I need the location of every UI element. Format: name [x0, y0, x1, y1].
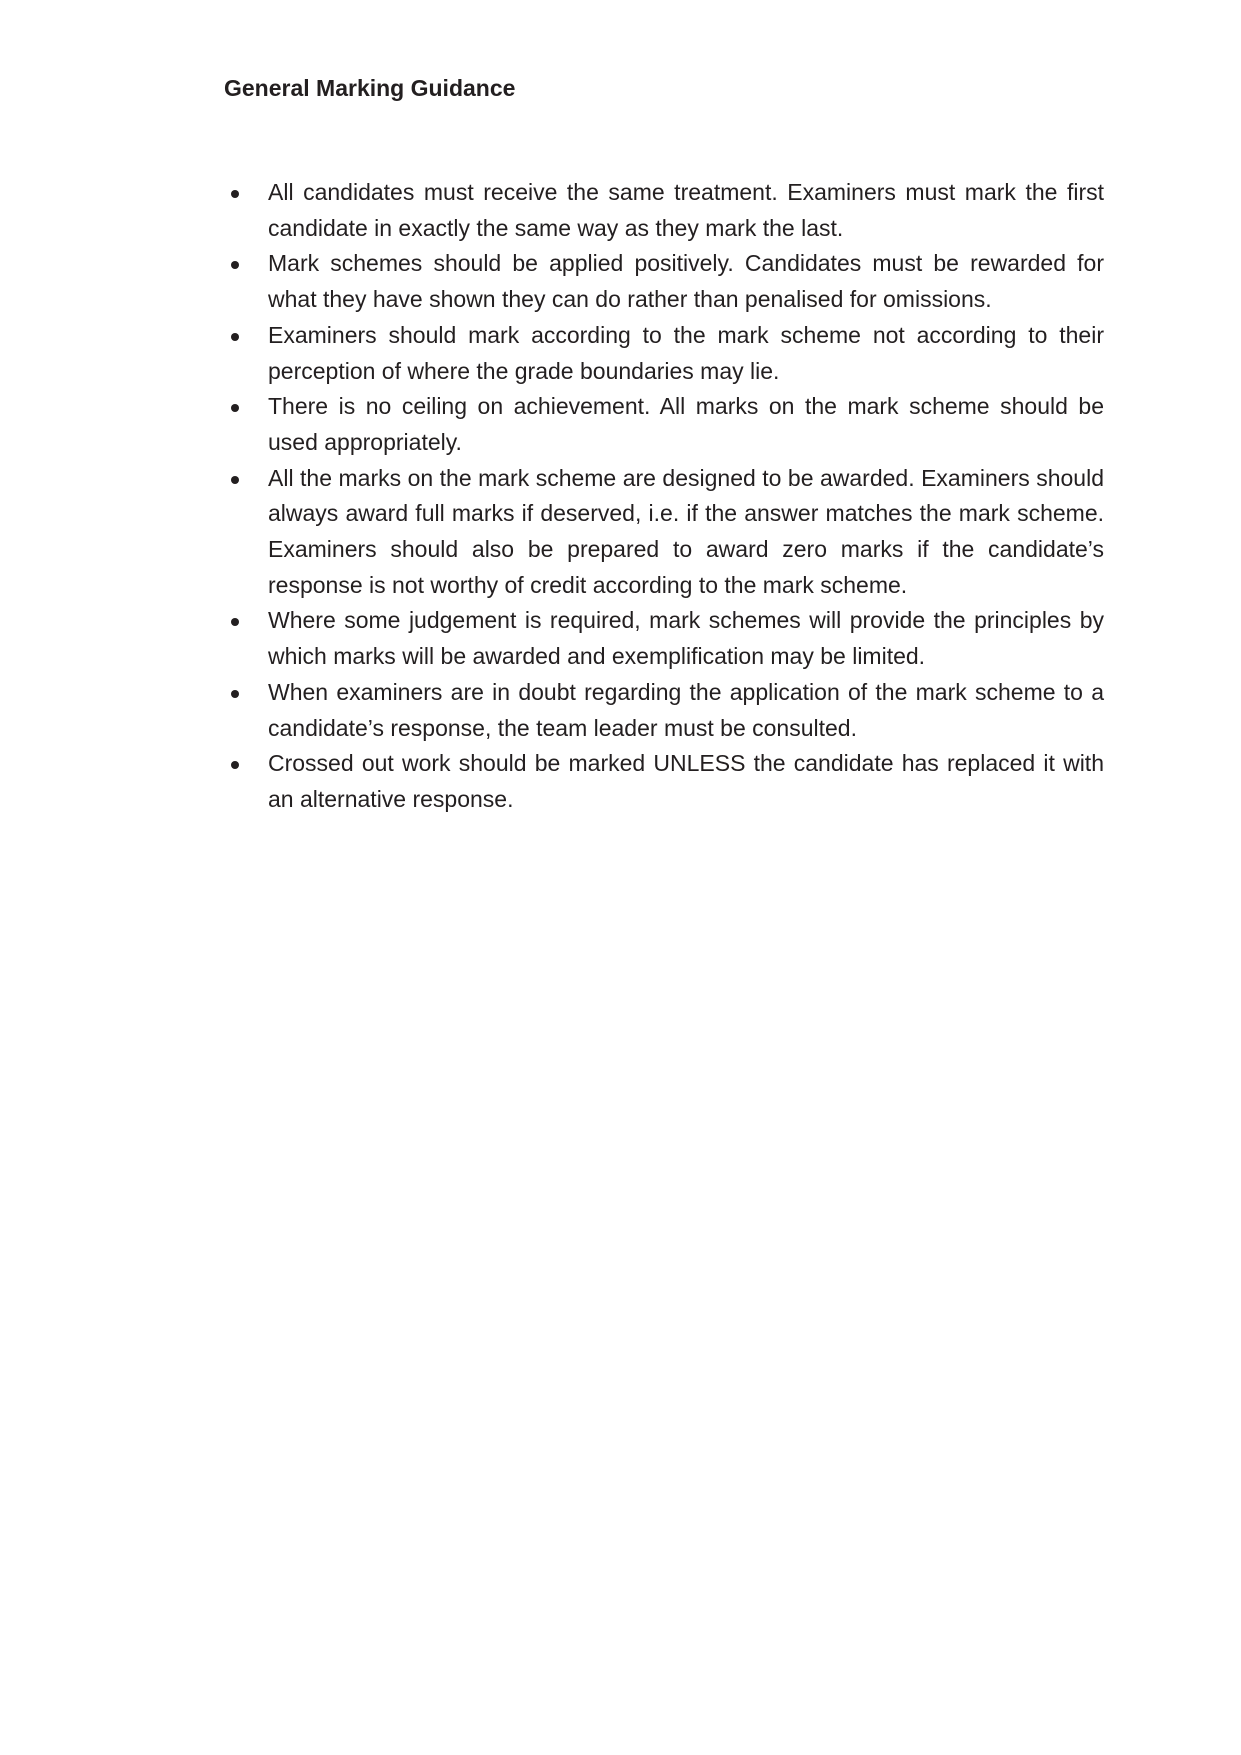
list-item: [224, 389, 1104, 460]
list-item-text: When examiners are in doubt regarding the application of the mark scheme to a candidate’s response, the team leader must be consulted.: [268, 678, 1104, 741]
bullet-icon: [231, 618, 239, 626]
list-item: [224, 746, 1104, 817]
list-item-text: Crossed out work should be marked UNLESS the candidate has replaced it with an alternative response.: [268, 750, 1104, 812]
page-heading: General Marking Guidance: [224, 75, 516, 101]
list-item-text: There is no ceiling on achievement. All marks on the mark scheme should be used appropriately.: [268, 393, 1104, 455]
list-item: [224, 675, 1104, 746]
bullet-icon: [231, 261, 239, 269]
bullet-icon: [231, 190, 239, 198]
bullet-icon: [231, 333, 239, 341]
list-item-text: All candidates must receive the same treatment. Examiners must mark the first candidate in exactly the same way as they mark the last.: [268, 179, 1104, 241]
list-item-text: Mark schemes should be applied positively. Candidates must be rewarded for what they have shown they can do rather than penalised for omissions.: [268, 250, 1104, 313]
list-item: [224, 175, 1104, 246]
list-item-text: Examiners should mark according to the mark scheme not according to their perception of where the grade boundaries may lie.: [268, 321, 1104, 384]
bullet-icon: [231, 404, 239, 412]
bullet-icon: [231, 476, 239, 484]
bullet-icon: [231, 690, 239, 698]
bullet-icon: [231, 761, 239, 769]
list-item: [224, 603, 1104, 674]
list-item: [224, 318, 1104, 389]
list-item-text: All the marks on the mark scheme are designed to be awarded. Examiners should always award full marks if deserved, i.e. if the answer matches the mark scheme. Examiners should also be prepared to award zero marks if the candidate’s response is not worthy of credit according to the mark scheme.: [268, 464, 1104, 598]
list-item: [224, 246, 1104, 317]
list-item: [224, 461, 1104, 604]
guidance-list: [224, 175, 1104, 818]
list-item-text: Where some judgement is required, mark schemes will provide the principles by which marks will be awarded and exemplification may be limited.: [268, 607, 1104, 670]
